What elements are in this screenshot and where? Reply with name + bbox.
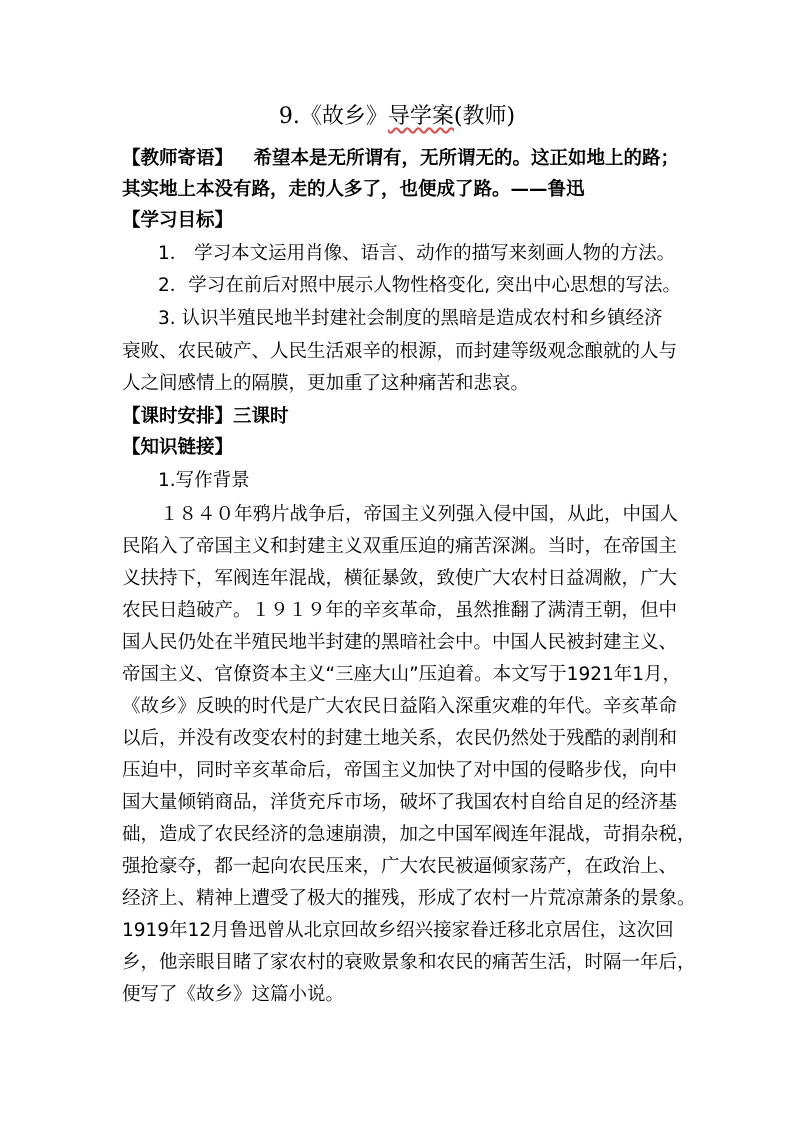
teacher-message-line1	[122, 143, 679, 175]
learning-goal-3-line3: 人之间感情上的隔膜，更加重了这种痛苦和悲哀。	[122, 373, 530, 394]
teacher-message-text-1: 希望本是无所谓有，无所谓无的。这正如地上的路；	[253, 148, 679, 169]
title-prefix: 9.《故乡》	[278, 104, 388, 129]
knowledge-heading: 【知识链接】	[122, 437, 234, 458]
background-line-15: 乡，他亲眼目睹了家农村的衰败景象和农民的痛苦生活，时隔一年后，	[122, 952, 696, 973]
background-line-1: １８４０年鸦片战争后，帝国主义列强入侵中国，从此，中国人	[160, 504, 679, 525]
background-line-14: 1919年12月鲁迅曾从北京回故乡绍兴接家眷迁移北京居住，这次回	[122, 920, 674, 941]
background-line-3: 义扶持下，军阀连年混战，横征暴敛，致使广大农村日益凋敝，广大	[122, 568, 678, 589]
teacher-message-line2: 其实地上本没有路，走的人多了，也便成了路。——鲁迅	[122, 179, 585, 200]
background-line-13: 经济上、精神上遭受了极大的摧残，形成了农村一片荒凉萧条的景象。	[122, 888, 696, 909]
background-line-7: 《故乡》反映的时代是广大农民日益陷入深重灾难的年代。辛亥革命	[122, 696, 678, 717]
learning-goal-3-line1: 3. 认识半殖民地半封建社会制度的黑暗是造成农村和乡镇经济	[158, 308, 663, 329]
background-line-16: 便写了《故乡》这篇小说。	[122, 984, 345, 1005]
background-line-9: 压迫中，同时辛亥革命后，帝国主义加快了对中国的侵略步伐，向中	[122, 760, 678, 781]
learning-goal-2: 2．学习在前后对照中展示人物性格变化, 突出中心思想的写法。	[158, 275, 682, 296]
background-line-12: 强抢豪夺，都一起向农民压来，广大农民被逼倾家荡产，在政治上、	[122, 856, 678, 877]
background-line-10: 国大量倾销商品，洋货充斥市场，破坏了我国农村自给自足的经济基	[122, 792, 678, 813]
learning-goal-3-line2: 衰败、农民破产、人民生活艰辛的根源，而封建等级观念酿就的人与	[122, 341, 678, 362]
background-line-11: 础，造成了农民经济的急速崩溃，加之中国军阀连年混战，苛捐杂税，	[122, 824, 696, 845]
background-line-2: 民陷入了帝国主义和封建主义双重压迫的痛苦深渊。当时，在帝国主	[122, 536, 678, 557]
background-line-4: 农民日趋破产。１９１９年的辛亥革命，虽然推翻了满清王朝，但中	[122, 600, 678, 621]
knowledge-subheading: 1.写作背景	[158, 470, 250, 491]
learning-goal-1: 1． 学习本文运用肖像、语言、动作的描写来刻画人物的方法。	[158, 243, 676, 264]
learning-goals-heading: 【学习目标】	[122, 210, 234, 231]
schedule-heading: 【课时安排】三课时	[122, 406, 289, 427]
background-line-8: 以后，并没有改变农村的封建土地关系，农民仍然处于残酷的剥削和	[122, 728, 678, 749]
page-title	[0, 102, 794, 132]
teacher-message-label: 【教师寄语】	[122, 148, 234, 169]
background-line-5: 国人民仍处在半殖民地半封建的黑暗社会中。中国人民被封建主义、	[122, 632, 678, 653]
background-line-6: 帝国主义、官僚资本主义“三座大山”压迫着。本文写于1921年1月，	[122, 664, 682, 685]
title-wavy-word: 导学案	[387, 104, 454, 129]
title-suffix: (教师)	[453, 104, 516, 129]
